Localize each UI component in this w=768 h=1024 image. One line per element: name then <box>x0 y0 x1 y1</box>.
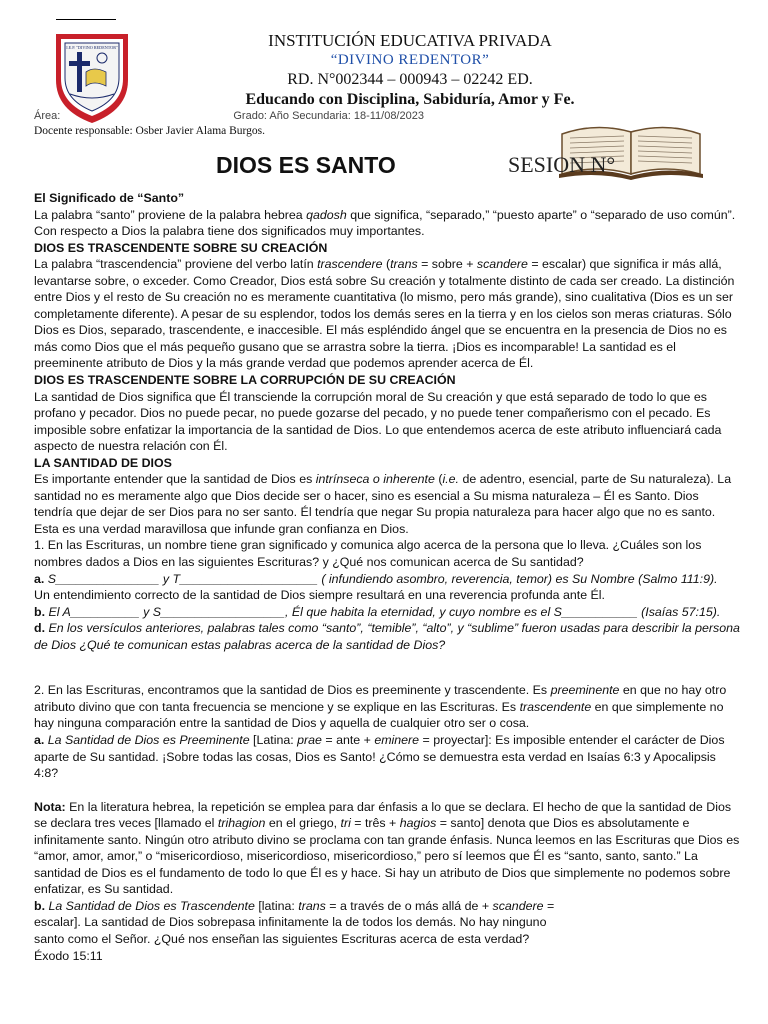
question-1a: a. S_______________ y T____________________ ( infundiendo asombro, reverencia, temor) es Su Nombre (Salmo 111:9). <box>34 571 718 586</box>
paragraph: La palabra “santo” proviene de la palabra hebrea qadosh que significa, “separado,” “puesto aparte” o “separado de uso común”. Con respecto a Dios la palabra tiene dos significados muy importantes. <box>34 207 736 239</box>
paragraph: La santidad de Dios significa que Él transciende la corrupción moral de Su creación y que está separado de todo lo que es profano y pecador. Dios no puede pecar, no puede gozarse del pecado, y no puede tener compañerismo con el pecado. Es imposible sobre enfatizar la importancia de la santidad de Dios. Lo que entendemos acerca de este atributo influenciará cada aspecto de nuestra relación con Él. <box>34 389 722 454</box>
teacher-line: Docente responsable: Osber Javier Alama Burgos. <box>34 125 266 137</box>
session-label: SESION N° <box>508 152 616 177</box>
institution-name: INSTITUCIÓN EDUCATIVA PRIVADA <box>268 31 552 50</box>
question-1b: b. El A__________ y S__________________, Él que habita la eternidad, y cuyo nombre es el S___________ (Isaías 57:15). <box>34 604 721 619</box>
question-2b-line: santo como el Señor. ¿Qué nos enseñan las siguientes Escrituras acerca de esta verdad? <box>34 931 530 946</box>
logo-text: I.E.P. "DIVINO REDENTOR" <box>66 45 118 50</box>
note-paragraph: Nota: En la literatura hebrea, la repetición se emplea para dar énfasis a lo que se declara. El hecho de que la santidad de Dios se declara tres veces [llamado el trihagion en el griego, tri = três + hagios = santo] denota que Dios es absolutamente e infinitamente santo. Ningún otro atributo divino se proclama con tan grande énfasis. Nunca leemos en las Escrituras que Dios es “amor, amor, amor,” o “misericordioso, misericordioso, misericordioso,” pero sí leemos que Él es “santo, santo, santo.” La santidad de Dios es el fundamento de todo lo que Él es y hace. Si hay un atributo de Dios que simplemente no podemos sobre enfatizar, es Su santidad. <box>34 799 740 897</box>
question-1d: d. En los versículos anteriores, palabras tales como “santo”, “temible”, “alto”, y “sublime” fueron usadas para describir la persona de Dios ¿Qué te comunican estas palabras acerca de la santidad de Dios? <box>34 621 740 652</box>
paragraph: La palabra “trascendencia” proviene del verbo latín trascendere (trans = sobre + scandere = escalar) que significa ir más allá, levantarse sobre, o exceder. Como Creador, Dios está sobre Su creación y totalmente distinto de cada ser creado. La distinción entre Dios y el resto de Su creación no es meramente cuantitativa (lo mismo, pero más grande), sino cualitativa (Dios es un ser completamente diferente). A pesar de su esplendor, todos los demás seres en la tierra y en los cielos son meras criaturas. Sólo Dios es Dios, separado, trascendente, e inaccesible. El más espléndido ángel que se encuentra en la presencia de Dios no es más como Dios que el más pequeño gusano que se arrastra sobre la tierra. ¡Dios es incomparable! La santidad es el preeminente atributo de Dios y la más grande verdad que podemos aprender acerca de Él. <box>34 257 735 371</box>
scripture-reference: Éxodo 15:11 <box>34 948 103 963</box>
area-details: Grado: Año Secundaria: 18-11/08/2023 <box>233 110 424 122</box>
resolution-number: RD. N°002344 – 000943 – 02242 ED. <box>287 71 533 88</box>
lesson-body <box>34 190 740 964</box>
school-motto: Educando con Disciplina, Sabiduría, Amor y Fe. <box>245 91 575 108</box>
question-2: 2. En las Escrituras, encontramos que la santidad de Dios es preeminente y trascendente. Es preeminente en que no hay otro atributo divino que con tanta frecuencia se mencione y se explique en las Escrituras. Es trascendente en que simplemente no hay ninguna comparación entre la santidad de Dios y aquella de cualquier otro ser o cosa. <box>34 683 727 731</box>
top-rule <box>56 19 116 20</box>
question-1a-note: Un entendimiento correcto de la santidad de Dios siempre resultará en una reverencia profunda ante Él. <box>34 588 605 603</box>
area-label: Área: <box>34 110 61 122</box>
page-title: DIOS ES SANTO <box>216 152 396 178</box>
question-2b: b. La Santidad de Dios es Trascendente [latina: trans = a través de o más allá de + scandere = <box>34 898 555 913</box>
section-heading: DIOS ES TRASCENDENTE SOBRE LA CORRUPCIÓN DE SU CREACIÓN <box>34 373 456 388</box>
question-1: 1. En las Escrituras, un nombre tiene gran significado y comunica algo acerca de la persona que lo lleva. ¿Cuáles son los nombres dados a Dios en las siguientes Escrituras? y ¿Qué nos comunican acerca de Su santidad? <box>34 538 702 570</box>
section-heading: El Significado de “Santo” <box>34 191 185 205</box>
paragraph: Es importante entender que la santidad de Dios es intrínseca o inherente (i.e. de adentro, esencial, parte de Su naturaleza). La santidad no es meramente algo que Dios decide ser o hacer, sino es esencial a Su misma naturaleza – Él es Santo. Dios tendría que dejar de ser Dios para no ser santo. Él tendría que negar Su propia naturaleza para hacer algo que no es santo. Esta es una verdad maravillosa que infunde gran confianza en Dios. <box>34 472 732 536</box>
question-2a: a. La Santidad de Dios es Preeminente [Latina: prae = ante + eminere = proyectar]: Es imposible entender el carácter de Dios aparte de Su santidad. ¡Sobre todas las cosas, Dios es Santo! ¿Cómo se demuestra esta verdad en Isaías 6:3 y Apocalipsis 4:8? <box>34 732 725 781</box>
section-heading: LA SANTIDAD DE DIOS <box>34 455 172 470</box>
section-heading: DIOS ES TRASCENDENTE SOBRE SU CREACIÓN <box>34 240 328 255</box>
question-2b-line: escalar]. La santidad de Dios sobrepasa infinitamente la de todos los demás. No hay ninguno <box>34 915 547 930</box>
school-name: “DIVINO REDENTOR” <box>330 52 490 68</box>
area-line <box>34 110 424 123</box>
school-header <box>200 30 620 110</box>
